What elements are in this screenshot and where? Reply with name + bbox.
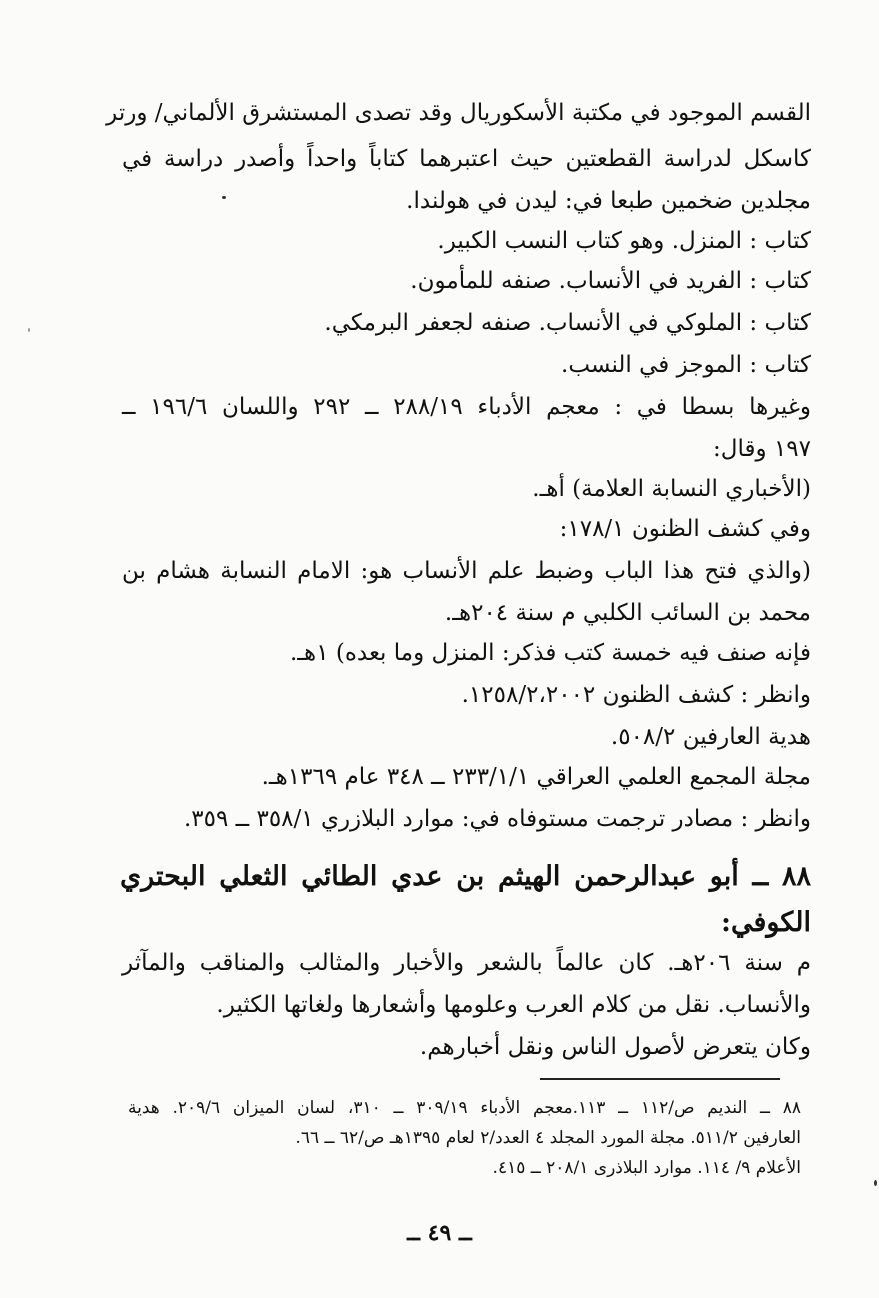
body-line: فإنه صنف فيه خمسة كتب فذكر: المنزل وما بعده) ١هـ. bbox=[290, 640, 811, 666]
body-line: كتاب : الفريد في الأنساب. صنفه للمأمون. bbox=[410, 268, 811, 294]
scan-speck bbox=[222, 196, 226, 199]
body-line: وغيرها بسطا في : معجم الأدباء ٢٨٨/١٩ ــ ٢٩٢ واللسان ١٩٦/٦ ــ bbox=[122, 394, 811, 420]
footnote-line: الأعلام ٩/ ١١٤. موارد البلاذرى ٢٠٨/١ ــ ٤١٥. bbox=[492, 1158, 801, 1178]
scan-speck bbox=[28, 328, 30, 332]
entry-line: والأنساب. نقل من كلام العرب وعلومها وأشعارها ولغاتها الكثير. bbox=[216, 992, 811, 1018]
body-line: مجلة المجمع العلمي العراقي ٢٣٣/١/١ ــ ٣٤٨ عام ١٣٦٩هـ. bbox=[261, 764, 811, 790]
body-line: مجلدين ضخمين طبعا في: ليدن في هولندا. bbox=[406, 188, 811, 214]
body-line: وفي كشف الظنون ١٧٨/١: bbox=[559, 516, 811, 542]
body-line: كتاب : الملوكي في الأنساب. صنفه لجعفر البرمكي. bbox=[324, 310, 811, 336]
scan-speck bbox=[874, 1180, 877, 1186]
page-number: ــ ٤٩ ــ bbox=[407, 1220, 472, 1246]
entry-heading: الكوفي: bbox=[721, 907, 811, 938]
body-line: وانظر : كشف الظنون ١٢٥٨/٢،٢٠٠٢. bbox=[461, 682, 811, 708]
body-line: كاسكل لدراسة القطعتين حيث اعتبرهما كتاباً واحداً وأصدر دراسة في bbox=[122, 146, 811, 172]
footnote-line: ٨٨ ــ النديم ص/١١٢ ــ ١١٣.معجم الأدباء ٣٠٩/١٩ ــ ٣١٠، لسان الميزان ٢٠٩/٦. هدية bbox=[128, 1098, 801, 1118]
entry-line: وكان يتعرض لأصول الناس ونقل أخبارهم. bbox=[419, 1034, 811, 1060]
footnote-separator bbox=[540, 1078, 780, 1080]
entry-heading: ٨٨ ــ أبو عبدالرحمن الهيثم بن عدي الطائي الثعلي البحتري bbox=[120, 861, 811, 892]
body-line: محمد بن السائب الكلبي م سنة ٢٠٤هـ. bbox=[444, 600, 811, 626]
body-line: كتاب : المنزل. وهو كتاب النسب الكبير. bbox=[437, 228, 811, 254]
body-line: (الأخباري النسابة العلامة) أهـ. bbox=[532, 476, 811, 502]
body-line: هدية العارفين ٥٠٨/٢. bbox=[610, 724, 811, 750]
body-line: كتاب : الموجز في النسب. bbox=[561, 352, 811, 378]
body-line: وانظر : مصادر ترجمت مستوفاه في: موارد البلازري ٣٥٨/١ ــ ٣٥٩. bbox=[183, 806, 811, 832]
body-line: ١٩٧ وقال: bbox=[713, 436, 811, 462]
body-line: القسم الموجود في مكتبة الأسكوريال وقد تصدى المستشرق الألماني/ ورتر bbox=[106, 100, 811, 126]
footnote-line: العارفين ٥١١/٢. مجلة المورد المجلد ٤ العدد/٢ لعام ١٣٩٥هـ ص/٦٢ ــ ٦٦. bbox=[295, 1128, 801, 1148]
entry-line: م سنة ٢٠٦هـ. كان عالماً بالشعر والأخبار والمثالب والمناقب والمآثر bbox=[122, 950, 811, 976]
body-line: (والذي فتح هذا الباب وضبط علم الأنساب هو: الامام النسابة هشام بن bbox=[122, 558, 811, 584]
